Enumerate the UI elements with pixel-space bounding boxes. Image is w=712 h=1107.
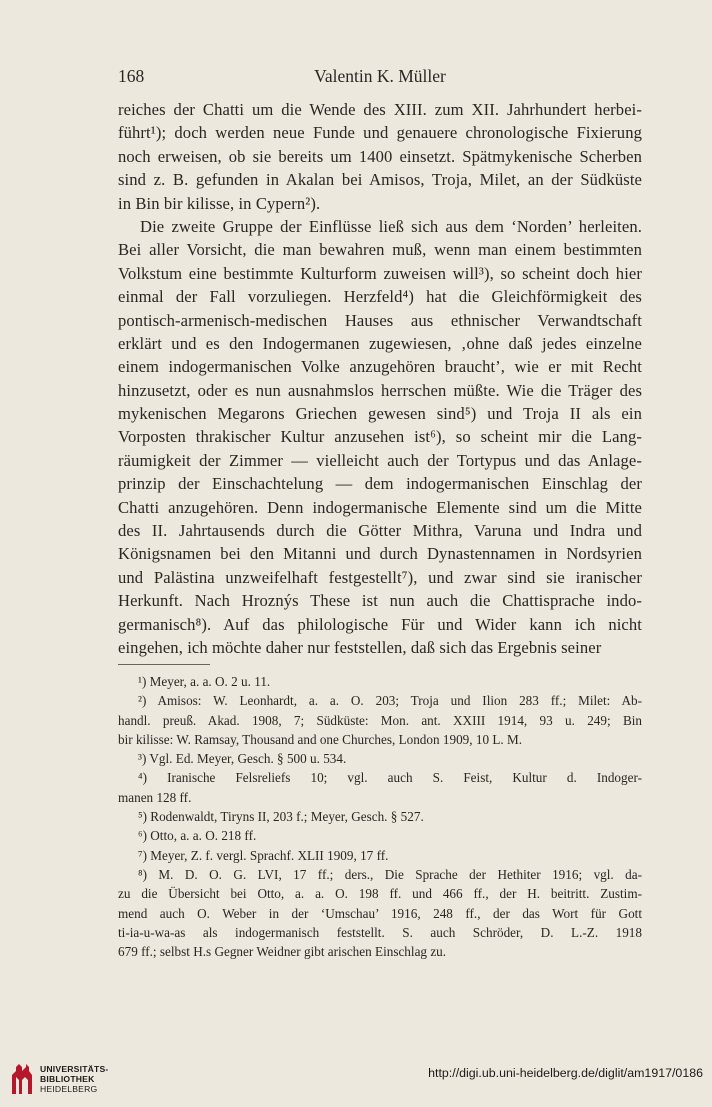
text-line: mykenischen Megarons Griechen gewesen sind⁵) und Troja II als ein xyxy=(118,404,642,424)
text-line: Königsnamen bei den Mitanni und durch Dynastennamen in Nordsyrien xyxy=(118,544,642,564)
footnote-line: mend auch O. Weber in der ‘Umschau’ 1916, 248 ff., der das Wort für Gott xyxy=(118,905,642,921)
footnote-line: ²) Amisos: W. Leonhardt, a. a. O. 203; Troja und Ilion 283 ff.; Milet: Ab- xyxy=(138,693,642,709)
footnote-line: ⁴) Iranische Felsreliefs 10; vgl. auch S. Feist, Kultur d. Indoger- xyxy=(138,770,642,786)
text-line: und Palästina unzweifelhaft festgestellt⁷), und zwar sind sie iranischer xyxy=(118,567,642,587)
footnote-line: ⁵) Rodenwaldt, Tiryns II, 203 f.; Meyer, Gesch. § 527. xyxy=(138,809,424,825)
footnote-line: ⁷) Meyer, Z. f. vergl. Sprachf. XLII 1909, 17 ff. xyxy=(138,847,389,863)
text-line: eingehen, ich möchte daher nur feststellen, daß sich das Ergebnis seiner xyxy=(118,637,602,657)
text-line: einem indogermanischen Volke anzugehören braucht’, wie er mit Recht xyxy=(118,357,642,377)
text-line: Die zweite Gruppe der Einflüsse ließ sich aus dem ‘Norden’ herleiten. xyxy=(140,216,642,236)
footnote-line: ti-ia-u-wa-as als indogermanisch feststellt. S. auch Schröder, D. L.-Z. 1918 xyxy=(118,924,642,940)
page-number: 168 xyxy=(118,66,145,86)
page-header xyxy=(118,66,642,90)
text-line: noch erweisen, ob sie bereits um 1400 einsetzt. Spätmykenische Scherben xyxy=(118,146,642,166)
text-line: Chatti anzugehören. Denn indogermanische Elemente sind um die Mitte xyxy=(118,497,642,517)
text-line: Herkunft. Nach Hroznýs These ist nun auch die Chattisprache indo- xyxy=(118,591,642,611)
page-footer xyxy=(0,1052,712,1107)
text-line: Bei aller Vorsicht, die man bewahren muß, wenn man einem bestimmten xyxy=(118,240,642,260)
footnote-line: bir kilisse: W. Ramsay, Thousand and one Churches, London 1909, 10 L. M. xyxy=(118,731,523,747)
footnote-line: ³) Vgl. Ed. Meyer, Gesch. § 500 u. 534. xyxy=(138,751,347,767)
text-line: des II. Jahrtausends durch die Götter Mithra, Varuna und Indra und xyxy=(118,521,642,541)
library-logo-icon xyxy=(9,1062,35,1096)
running-head: Valentin K. Müller xyxy=(314,66,446,86)
footnotes xyxy=(118,672,642,961)
text-line: Vorposten thrakischer Kultur anzusehen ist⁶), so scheint mir die Lang- xyxy=(118,427,642,447)
text-line: erklärt und es den Indogermanen zugewiesen, ‚ohne daß jedes einzelne xyxy=(118,333,642,353)
footnote-line: zu die Übersicht bei Otto, a. a. O. 198 ff. und 466 ff., der H. beitritt. Zustim- xyxy=(118,886,642,902)
footnote-line: handl. preuß. Akad. 1908, 7; Südküste: Mon. ant. XXIII 1914, 93 u. 249; Bin xyxy=(118,712,642,728)
text-line: Volkstum eine bestimmte Kulturform zuweisen will³), so scheint doch hier xyxy=(118,263,642,283)
footnote-line: 679 ff.; selbst H.s Gegner Weidner gibt arischen Einschlag zu. xyxy=(118,944,447,960)
source-url-link[interactable]: http://digi.ub.uni-heidelberg.de/diglit/am1917/0186 xyxy=(428,1066,703,1080)
footnote-line: ⁶) Otto, a. a. O. 218 ff. xyxy=(138,828,257,844)
footnote-line: ⁸) M. D. O. G. LVI, 17 ff.; ders., Die Sprache der Hethiter 1916; vgl. da- xyxy=(138,866,642,882)
library-name-line: BIBLIOTHEK xyxy=(40,1074,95,1085)
text-line: germanisch⁸). Auf das philologische Für und Wider kann ich nicht xyxy=(118,614,642,634)
body-text xyxy=(118,98,642,659)
library-name-line: UNIVERSITÄTS- xyxy=(40,1064,109,1074)
text-line: in Bin bir kilisse, in Cypern²). xyxy=(118,193,321,213)
footnote-line: manen 128 ff. xyxy=(118,789,192,805)
text-line: reiches der Chatti um die Wende des XIII. zum XII. Jahrhundert herbei- xyxy=(118,100,642,119)
footnote-rule xyxy=(118,664,210,665)
text-line: einmal der Fall vorzuliegen. Herzfeld⁴) hat die Gleichförmigkeit des xyxy=(118,287,642,307)
library-name xyxy=(40,1064,109,1095)
library-name-line: HEIDELBERG xyxy=(40,1084,98,1095)
text-line: sind z. B. gefunden in Akalan bei Amisos, Troja, Milet, an der Südküste xyxy=(118,170,642,190)
footnote-line: ¹) Meyer, a. a. O. 2 u. 11. xyxy=(138,674,271,689)
text-line: räumigkeit der Zimmer — vielleicht auch der Tortypus und das Anlage- xyxy=(118,450,642,470)
text-line: hinzusetzt, oder es nun ausnahmslos herrschen müßte. Wie die Träger des xyxy=(118,380,642,400)
text-line: pontisch-armenisch-medischen Hauses aus ethnischer Verwandtschaft xyxy=(118,310,642,330)
text-line: prinzip der Einschachtelung — dem indogermanischen Einschlag der xyxy=(118,474,642,494)
text-line: führt¹); doch werden neue Funde und genauere chronologische Fixierung xyxy=(118,123,642,143)
